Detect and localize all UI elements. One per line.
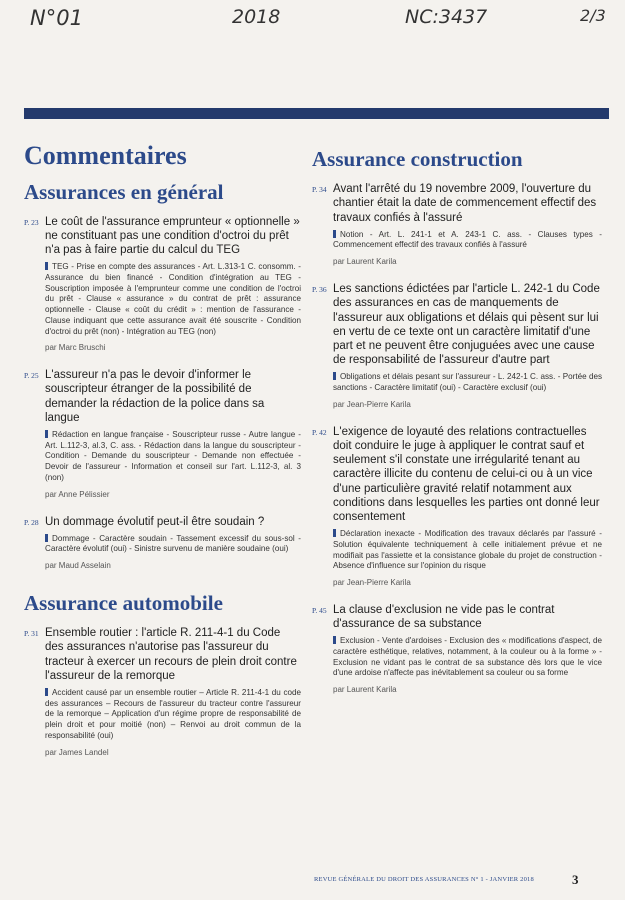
article-title: Avant l'arrêté du 19 novembre 2009, l'ouverture du chantier était la date de commencement effectif des travaux confiés à l'assuré	[333, 183, 597, 224]
article-keywords: Dommage - Caractère soudain - Tassement excessif du sous-sol - Caractère évolutif (oui) - Sinistre survenu de manière soudaine (oui)	[45, 533, 301, 554]
page-number: 3	[572, 872, 579, 887]
article-author: par Anne Pélissier	[45, 489, 110, 499]
article-author: par James Landel	[45, 747, 109, 757]
handwritten-number: N°01	[30, 6, 83, 30]
page-reference: P. 25	[24, 371, 39, 381]
page-reference: P. 42	[312, 427, 327, 437]
page-reference: P. 45	[312, 605, 327, 615]
article-keywords: TEG - Prise en compte des assurances - Art. L.313-1 C. consomm. - Assurance du bien financé - Condition d'intégration au TEG - Souscription imposée à l'emprunteur comme une condition de l'octroi du prêt - Clause « assurance » du contrat de prêt : assurance optionnelle - Clause « coût du crédit » : mention de l'assurance - Clause indiquant que cette assurance avait été souscrite - Condition d'octroi du prêt (non) - Intégration au TEG (non)	[45, 262, 301, 336]
left-column	[24, 142, 301, 757]
marker-icon	[45, 262, 48, 270]
header-rule	[24, 108, 609, 119]
handwritten-fraction: 2/3	[580, 6, 606, 25]
page-reference: P. 34	[312, 185, 327, 195]
section-title: Commentaires	[24, 141, 187, 170]
marker-icon	[45, 430, 48, 438]
article-entry[interactable]	[24, 626, 301, 756]
article-author: par Jean-Pierre Karila	[333, 399, 411, 409]
article-author: par Laurent Karila	[333, 685, 397, 695]
article-title: L'exigence de loyauté des relations contractuelles doit conduire le juge à appliquer le contrat sauf et seulement s'il constate une irrégularité tenant au caractère illicite du contenu de celui-ci ou à un vice d'une particulière gravité relatif notamment aux conditions dans lesquelles les parties ont donné leur consentement	[333, 425, 600, 523]
page-reference: P. 28	[24, 517, 39, 527]
marker-icon	[333, 372, 336, 380]
article-title: Le coût de l'assurance emprunteur « optionnelle » ne constituant pas une condition d'octroi du prêt n'a pas à faire partie du calcul du TEG	[45, 215, 300, 257]
page-reference: P. 23	[24, 217, 39, 227]
article-author: par Maud Asselain	[45, 561, 111, 571]
article-entry[interactable]	[24, 515, 301, 571]
article-entry[interactable]	[312, 603, 602, 694]
subsection-title: Assurance construction	[312, 147, 523, 171]
right-column	[312, 148, 602, 694]
handwritten-year: 2018	[232, 6, 281, 28]
marker-icon	[45, 534, 48, 542]
article-keywords: Déclaration inexacte - Modification des travaux déclarés par l'assuré - Solution équivalente techniquement à celle initialement prévue et ne modifiait pas l'assiette et la consistance globale du projet de construction - Absence d'influence sur l'opinion du risque	[333, 529, 602, 571]
marker-icon	[333, 529, 336, 537]
article-keywords: Notion - Art. L. 241-1 et A. 243-1 C. ass. - Clauses types - Commencement effectif des travaux confiés à l'assuré	[333, 229, 602, 250]
article-title: Les sanctions édictées par l'article L. 242-1 du Code des assurances en cas de manquements de l'assureur aux obligations et délais qui pèsent sur lui en vertu de ce texte ont un caractère limitatif d'une part et ne peuvent être conjuguées avec une cause de responsabilité de l'assureur d'autre part	[333, 283, 600, 367]
marker-icon	[333, 230, 336, 238]
article-author: par Laurent Karila	[333, 257, 397, 267]
page-reference: P. 31	[24, 629, 39, 639]
article-entry[interactable]	[312, 425, 602, 587]
article-entry[interactable]	[24, 368, 301, 498]
article-entry[interactable]	[24, 215, 301, 353]
page-reference: P. 36	[312, 285, 327, 295]
subsection-title: Assurance automobile	[24, 591, 223, 616]
subsection-title: Assurances en général	[24, 179, 224, 204]
article-title: La clause d'exclusion ne vide pas le contrat d'assurance de sa substance	[333, 603, 555, 631]
article-entry[interactable]	[312, 182, 602, 266]
article-keywords: Rédaction en langue française - Souscripteur russe - Autre langue - Art. L.112-3, al.3, C. ass. - Rédaction dans la langue du souscripteur - Condition - Demande du souscripteur - Demande non effectuée - Devoir de l'assureur - Information et conseil sur l'art. L.112-3, al. 3 (non)	[45, 430, 301, 482]
article-entry[interactable]	[312, 282, 602, 409]
marker-icon	[45, 688, 48, 696]
article-keywords: Accident causé par un ensemble routier – Article R. 211-4-1 du code des assurances – Recours de l'assureur du tracteur contre l'assureur de la remorque – Application d'un régime propre de responsabilité de plein droit et pour moitié (non) – Renvoi au droit commun de la responsabilité (oui)	[45, 688, 301, 740]
journal-footer: REVUE GÉNÉRALE DU DROIT DES ASSURANCES N° 1 - JANVIER 2018	[314, 876, 534, 883]
article-title: Ensemble routier : l'article R. 211-4-1 du Code des assurances n'autorise pas l'assureur du tracteur à exercer un recours de plein droit contre l'assureur de la remorque	[45, 627, 297, 682]
article-keywords: Exclusion - Vente d'ardoises - Exclusion des « modifications d'aspect, de caractère esthétique, relatives, notamment, à la couleur ou à la forme » - Exclusion ne vidant pas le contrat de sa substance dès lors que le vice d'une ardoise n'affecte pas inévitablement sa couleur ou sa forme	[333, 636, 602, 678]
article-author: par Jean-Pierre Karila	[333, 577, 411, 587]
article-title: L'assureur n'a pas le devoir d'informer le souscripteur étranger de la possibilité de demander la rédaction de la police dans sa langue	[45, 369, 265, 424]
marker-icon	[333, 636, 336, 644]
article-keywords: Obligations et délais pesant sur l'assureur - L. 242-1 C. ass. - Portée des sanctions - Caractère limitatif (oui) - Caractère exclusif (oui)	[333, 372, 602, 393]
article-author: par Marc Bruschi	[45, 343, 106, 353]
article-title: Un dommage évolutif peut-il être soudain ?	[45, 515, 265, 528]
handwritten-code: NC:3437	[405, 6, 488, 28]
